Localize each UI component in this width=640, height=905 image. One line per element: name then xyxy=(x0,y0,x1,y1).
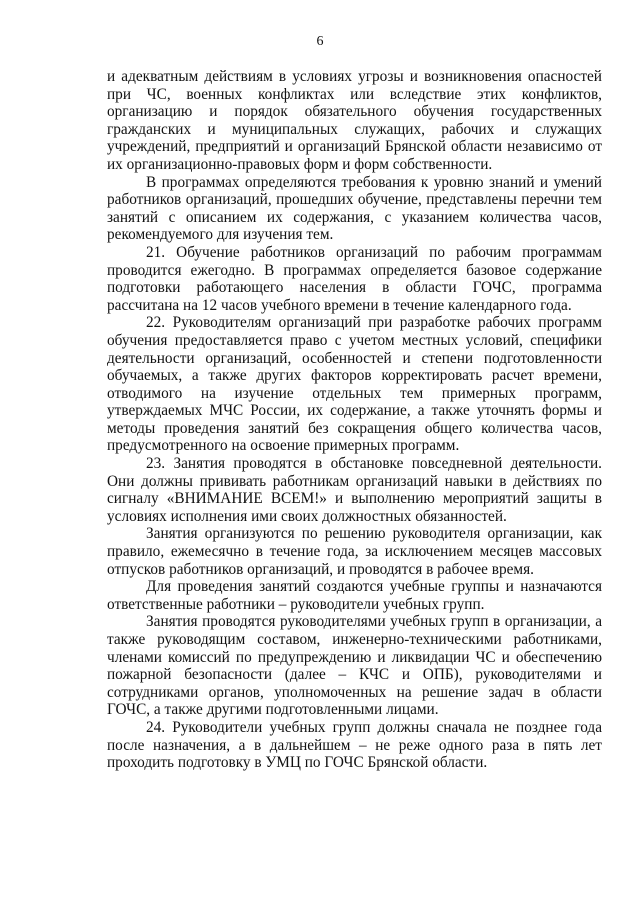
paragraph-continuation: и адекватным действиям в условиях угрозы и возникновения опасностей при ЧС, военных конфликтах или вследствие этих конфликтов, организацию и порядок обязательного обучения государственных гражданских и муниципальных служащих, рабочих и служащих учреждений, предприятий и организаций Брянской области независимо от их организационно-правовых форм и форм собственности. xyxy=(107,68,602,173)
paragraph-program-requirements: В программах определяются требования к уровню знаний и умений работников организаций, прошедших обучение, представлены перечни тем занятий с описанием их содержания, с указанием количества часов, рекомендуемого для изучения тем. xyxy=(107,173,602,244)
paragraph-item-22: 22. Руководителям организаций при разработке рабочих программ обучения предоставляется право с учетом местных условий, специфики деятельности организаций, особенностей и степени подготовленности обучаемых, а также других факторов корректировать расчет времени, отводимого на изучение отдельных тем примерных программ, утверждаемых МЧС России, их содержание, а также уточнять формы и методы проведения занятий без сокращения общего количества часов, предусмотренного на освоение примерных программ. xyxy=(107,314,602,455)
document-body xyxy=(107,68,602,772)
paragraph-study-groups: Для проведения занятий создаются учебные группы и назначаются ответственные работники – руководители учебных групп. xyxy=(107,578,602,613)
paragraph-classes-conducted: Занятия проводятся руководителями учебных групп в организации, а также руководящим составом, инженерно-техническими работниками, членами комиссий по предупреждению и ликвидации ЧС и обеспечению пожарной безопасности (далее – КЧС и ОПБ), руководителями и сотрудниками органов, уполномоченных на решение задач в области ГОЧС, а также другими подготовленными лицами. xyxy=(107,613,602,719)
paragraph-item-23: 23. Занятия проводятся в обстановке повседневной деятельности. Они должны прививать работникам организаций навыки в действиях по сигналу «ВНИМАНИЕ ВСЕМ!» и выполнению мероприятий защиты в условиях исполнения ими своих должностных обязанностей. xyxy=(107,455,602,525)
paragraph-classes-organized: Занятия организуются по решению руководителя организации, как правило, ежемесячно в течение года, за исключением месяцев массовых отпусков работников организаций, и проводятся в рабочее время. xyxy=(107,525,602,578)
paragraph-item-24: 24. Руководители учебных групп должны сначала не позднее года после назначения, а в дальнейшем – не реже одного раза в пять лет проходить подготовку в УМЦ по ГОЧС Брянской области. xyxy=(107,718,602,772)
page-number: 6 xyxy=(316,34,324,49)
paragraph-item-21: 21. Обучение работников организаций по рабочим программам проводится ежегодно. В программах определяется базовое содержание подготовки работающего населения в области ГОЧС, программа рассчитана на 12 часов учебного времени в течение календарного года. xyxy=(107,243,602,314)
